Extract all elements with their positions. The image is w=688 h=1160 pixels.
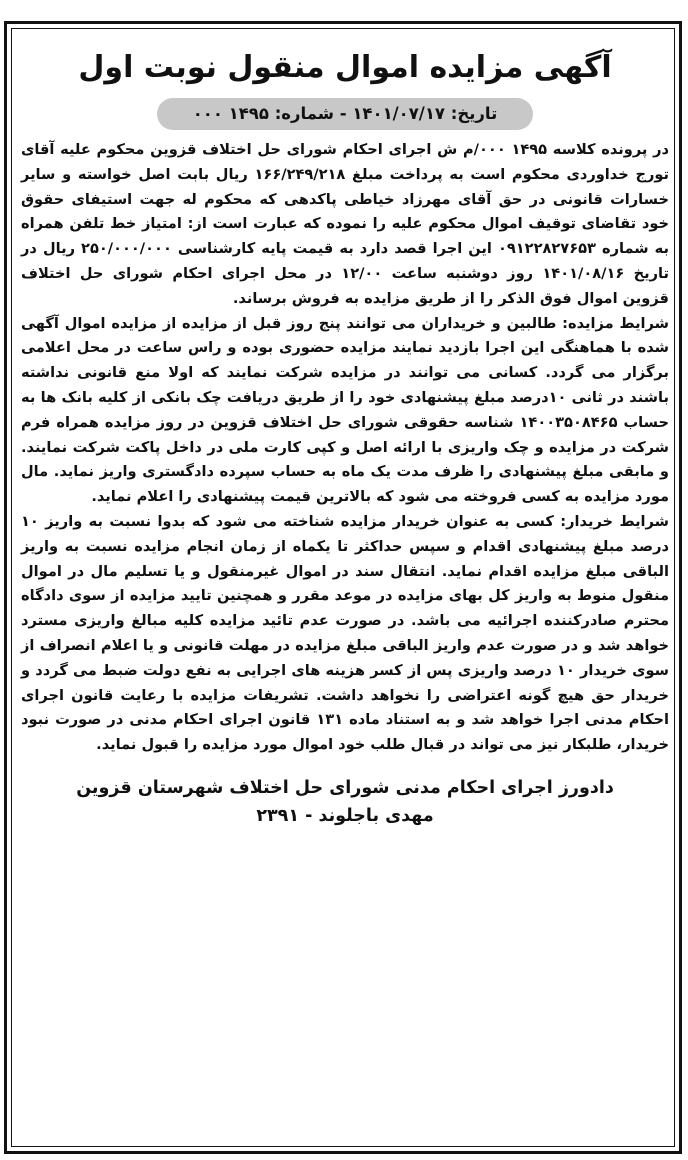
buyer-conditions bbox=[21, 510, 669, 758]
notice-content bbox=[21, 30, 669, 1150]
notice-title: آگهی مزایده اموال منقول نوبت اول bbox=[78, 50, 612, 85]
signature-name: مهدی باجلوند - ۲۳۹۱ bbox=[256, 805, 434, 826]
auction-conditions bbox=[21, 312, 669, 510]
signature-office: دادورز اجرای احکام مدنی شورای حل اختلاف شهرستان قزوین bbox=[76, 777, 614, 798]
date-number-line: تاریخ: ۱۴۰۱/۰۷/۱۷ - شماره: ۱۴۹۵ ۰۰۰ bbox=[157, 98, 533, 130]
auction-conditions-heading: شرایط مزایده: bbox=[562, 314, 669, 332]
notice-frame bbox=[4, 21, 682, 1154]
signature-block bbox=[21, 774, 669, 830]
case-paragraph: در پرونده کلاسه ۱۴۹۵ ۰۰۰/م ش اجرای احکام شورای حل اختلاف قزوین محکوم علیه آقای تورج خداوردی محکوم است به پرداخت مبلغ ۱۶۶/۲۴۹/۲۱۸ ریال بابت اصل خواسته و سایر خسارات قانونی در حق آقای مهرزاد خیاطی پاکدهی که محکوم له جهت استیفای حقوق خود تقاضای توقیف اموال محکوم علیه را نموده که عبارت است از: امتیاز خط تلفن همراه به شماره ۰۹۱۲۲۸۲۷۶۵۳ این اجرا قصد دارد به قیمت پایه کارشناسی ۲۵۰/۰۰۰/۰۰۰ ریال در تاریخ ۱۴۰۱/۰۸/۱۶ روز دوشنبه ساعت ۱۲/۰۰ در محل اجرای احکام شورای حل اختلاف قزوین اموال فوق الذکر را از طریق مزایده به فروش برساند. bbox=[21, 141, 670, 307]
buyer-conditions-text: کسی به عنوان خریدار مزایده شناخته می شود که بدوا نسبت به واریز ۱۰ درصد مبلغ پیشنهادی اقدام و سپس حداکثر تا یکماه از زمان انجام مزایده نسبت به واریز الباقی مبلغ مزایده اقدام نماید. انتقال سند در اموال غیرمنقول و یا تسلیم مال در اموال منقول منوط به واریز کل بهای مزایده در موعد مقرر و همچنین تایید مزایده از سوی دادگاه محترم صادرکننده اجرائیه می باشد. در صورت عدم تائید مزایده کلیه مبالغ واریزی مسترد خواهد شد و در صورت عدم واریز الباقی مبلغ مزایده در مهلت قانونی و یا اعلام انصراف از سوی خریدار ۱۰ درصد واریزی پس از کسر هزینه های اجرایی به نفع دولت ضبط می گردد و خریدار حق هیچ گونه اعتراضی را نخواهد داشت. تشریفات مزایده با رعایت قانون اجرای احکام مدنی اجرا خواهد شد و به استناد ماده ۱۳۱ قانون اجرای احکام مدنی در صورت نبود خریدار، طلبکار نیز می تواند در قبال طلب خود اموال مورد مزایده را قبول نماید. bbox=[21, 512, 669, 754]
buyer-conditions-heading: شرایط خریدار: bbox=[560, 512, 669, 530]
auction-conditions-text: طالبین و خریداران می توانند پنج روز قبل از مزایده از مزایده اموال آگهی شده با هماهنگی این اجرا بازدید نمایند مزایده حضوری بوده و راس ساعت در محل اعلامی برگزار می گردد. کسانی می توانند در مزایده شرکت نمایند که اولا منع قانونی نداشته باشند در ثانی ۱۰درصد مبلغ پیشنهادی خود را از طریق دریافت چک بانکی از کلیه بانک ها به حساب ۱۴۰۰۳۵۰۸۴۶۵ شناسه حقوقی شورای حل اختلاف قزوین در روز مزایده همراه فرم شرکت در مزایده و چک واریزی با ارائه اصل و کپی کارت ملی در داخل پاکت شرکت نمایند. و مابقی مبلغ پیشنهادی را ظرف مدت یک ماه به حساب سپرده دادگستری واریز نماید. مال مورد مزایده به کسی فروخته می شود که بالاترین قیمت پیشنهادی را اعلام نماید. bbox=[21, 314, 669, 506]
